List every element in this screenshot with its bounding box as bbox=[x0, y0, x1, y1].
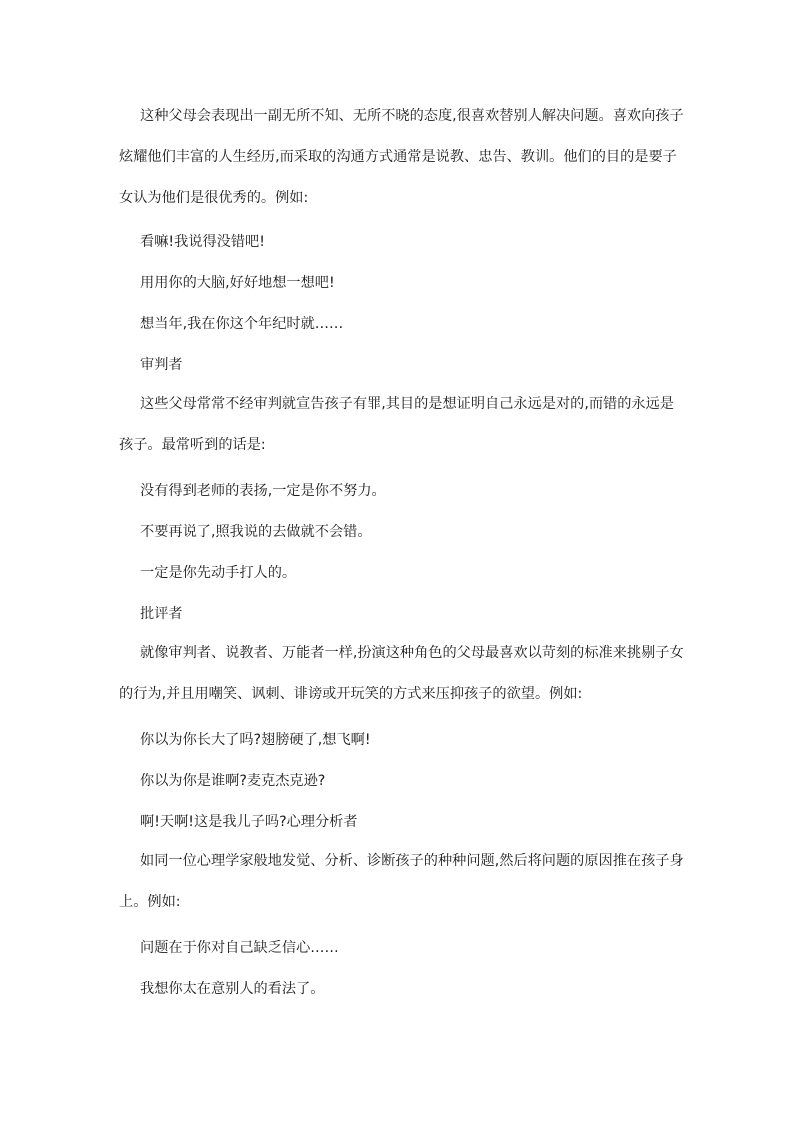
text-line: 孩子。最常听到的话是: bbox=[119, 437, 266, 453]
example-line: 想当年,我在你这个年纪时就…… bbox=[140, 316, 344, 332]
text-line: 就像审判者、说教者、万能者一样,扮演这种角色的父母最喜欢以苛刻的标准来挑剔子女 bbox=[140, 645, 684, 661]
example-line: 没有得到老师的表扬,一定是你不努力。 bbox=[140, 483, 386, 499]
paragraph-critic bbox=[119, 633, 684, 715]
example-line: 一定是你先动手打人的。 bbox=[140, 565, 297, 581]
example-line: 用用你的大脑,好好地想一想吧! bbox=[140, 275, 335, 291]
example-line: 你以为你是谁啊?麦克杰克逊? bbox=[140, 773, 326, 789]
text-line: 女认为他们是很优秀的。例如: bbox=[119, 190, 309, 206]
section-heading-critic: 批评者 bbox=[140, 606, 183, 622]
text-line: 的行为,并且用嘲笑、讽刺、诽谤或开玩笑的方式来压抑孩子的欲望。例如: bbox=[119, 686, 583, 702]
example-line: 看嘛!我说得没错吧! bbox=[140, 234, 265, 250]
example-line: 问题在于你对自己缺乏信心…… bbox=[140, 940, 339, 956]
text-line: 这些父母常常不经审判就宣告孩子有罪,其目的是想证明自己永远是对的,而错的永远是 bbox=[140, 396, 674, 412]
text-line: 这种父母会表现出一副无所不知、无所不晓的态度,很喜欢替别人解决问题。喜欢向孩子 bbox=[140, 108, 684, 124]
example-line: 啊!天啊!这是我儿子吗?心理分析者 bbox=[140, 814, 358, 830]
example-line: 不要再说了,照我说的去做就不会错。 bbox=[140, 524, 372, 540]
example-line: 我想你太在意别人的看法了。 bbox=[140, 981, 325, 997]
paragraph-psychoanalyst bbox=[119, 841, 684, 923]
section-heading-judge: 审判者 bbox=[140, 357, 183, 373]
text-line: 炫耀他们丰富的人生经历,而采取的沟通方式通常是说教、忠告、教训。他们的目的是要子 bbox=[119, 149, 677, 165]
example-line: 你以为你长大了吗?翅膀硬了,想飞啊! bbox=[140, 732, 371, 748]
paragraph-judge bbox=[119, 384, 674, 466]
paragraph-know-it-all bbox=[119, 96, 684, 219]
text-line: 上。例如: bbox=[119, 894, 181, 910]
text-line: 如同一位心理学家般地发觉、分析、诊断孩子的种种问题,然后将问题的原因推在孩子身 bbox=[140, 853, 684, 869]
